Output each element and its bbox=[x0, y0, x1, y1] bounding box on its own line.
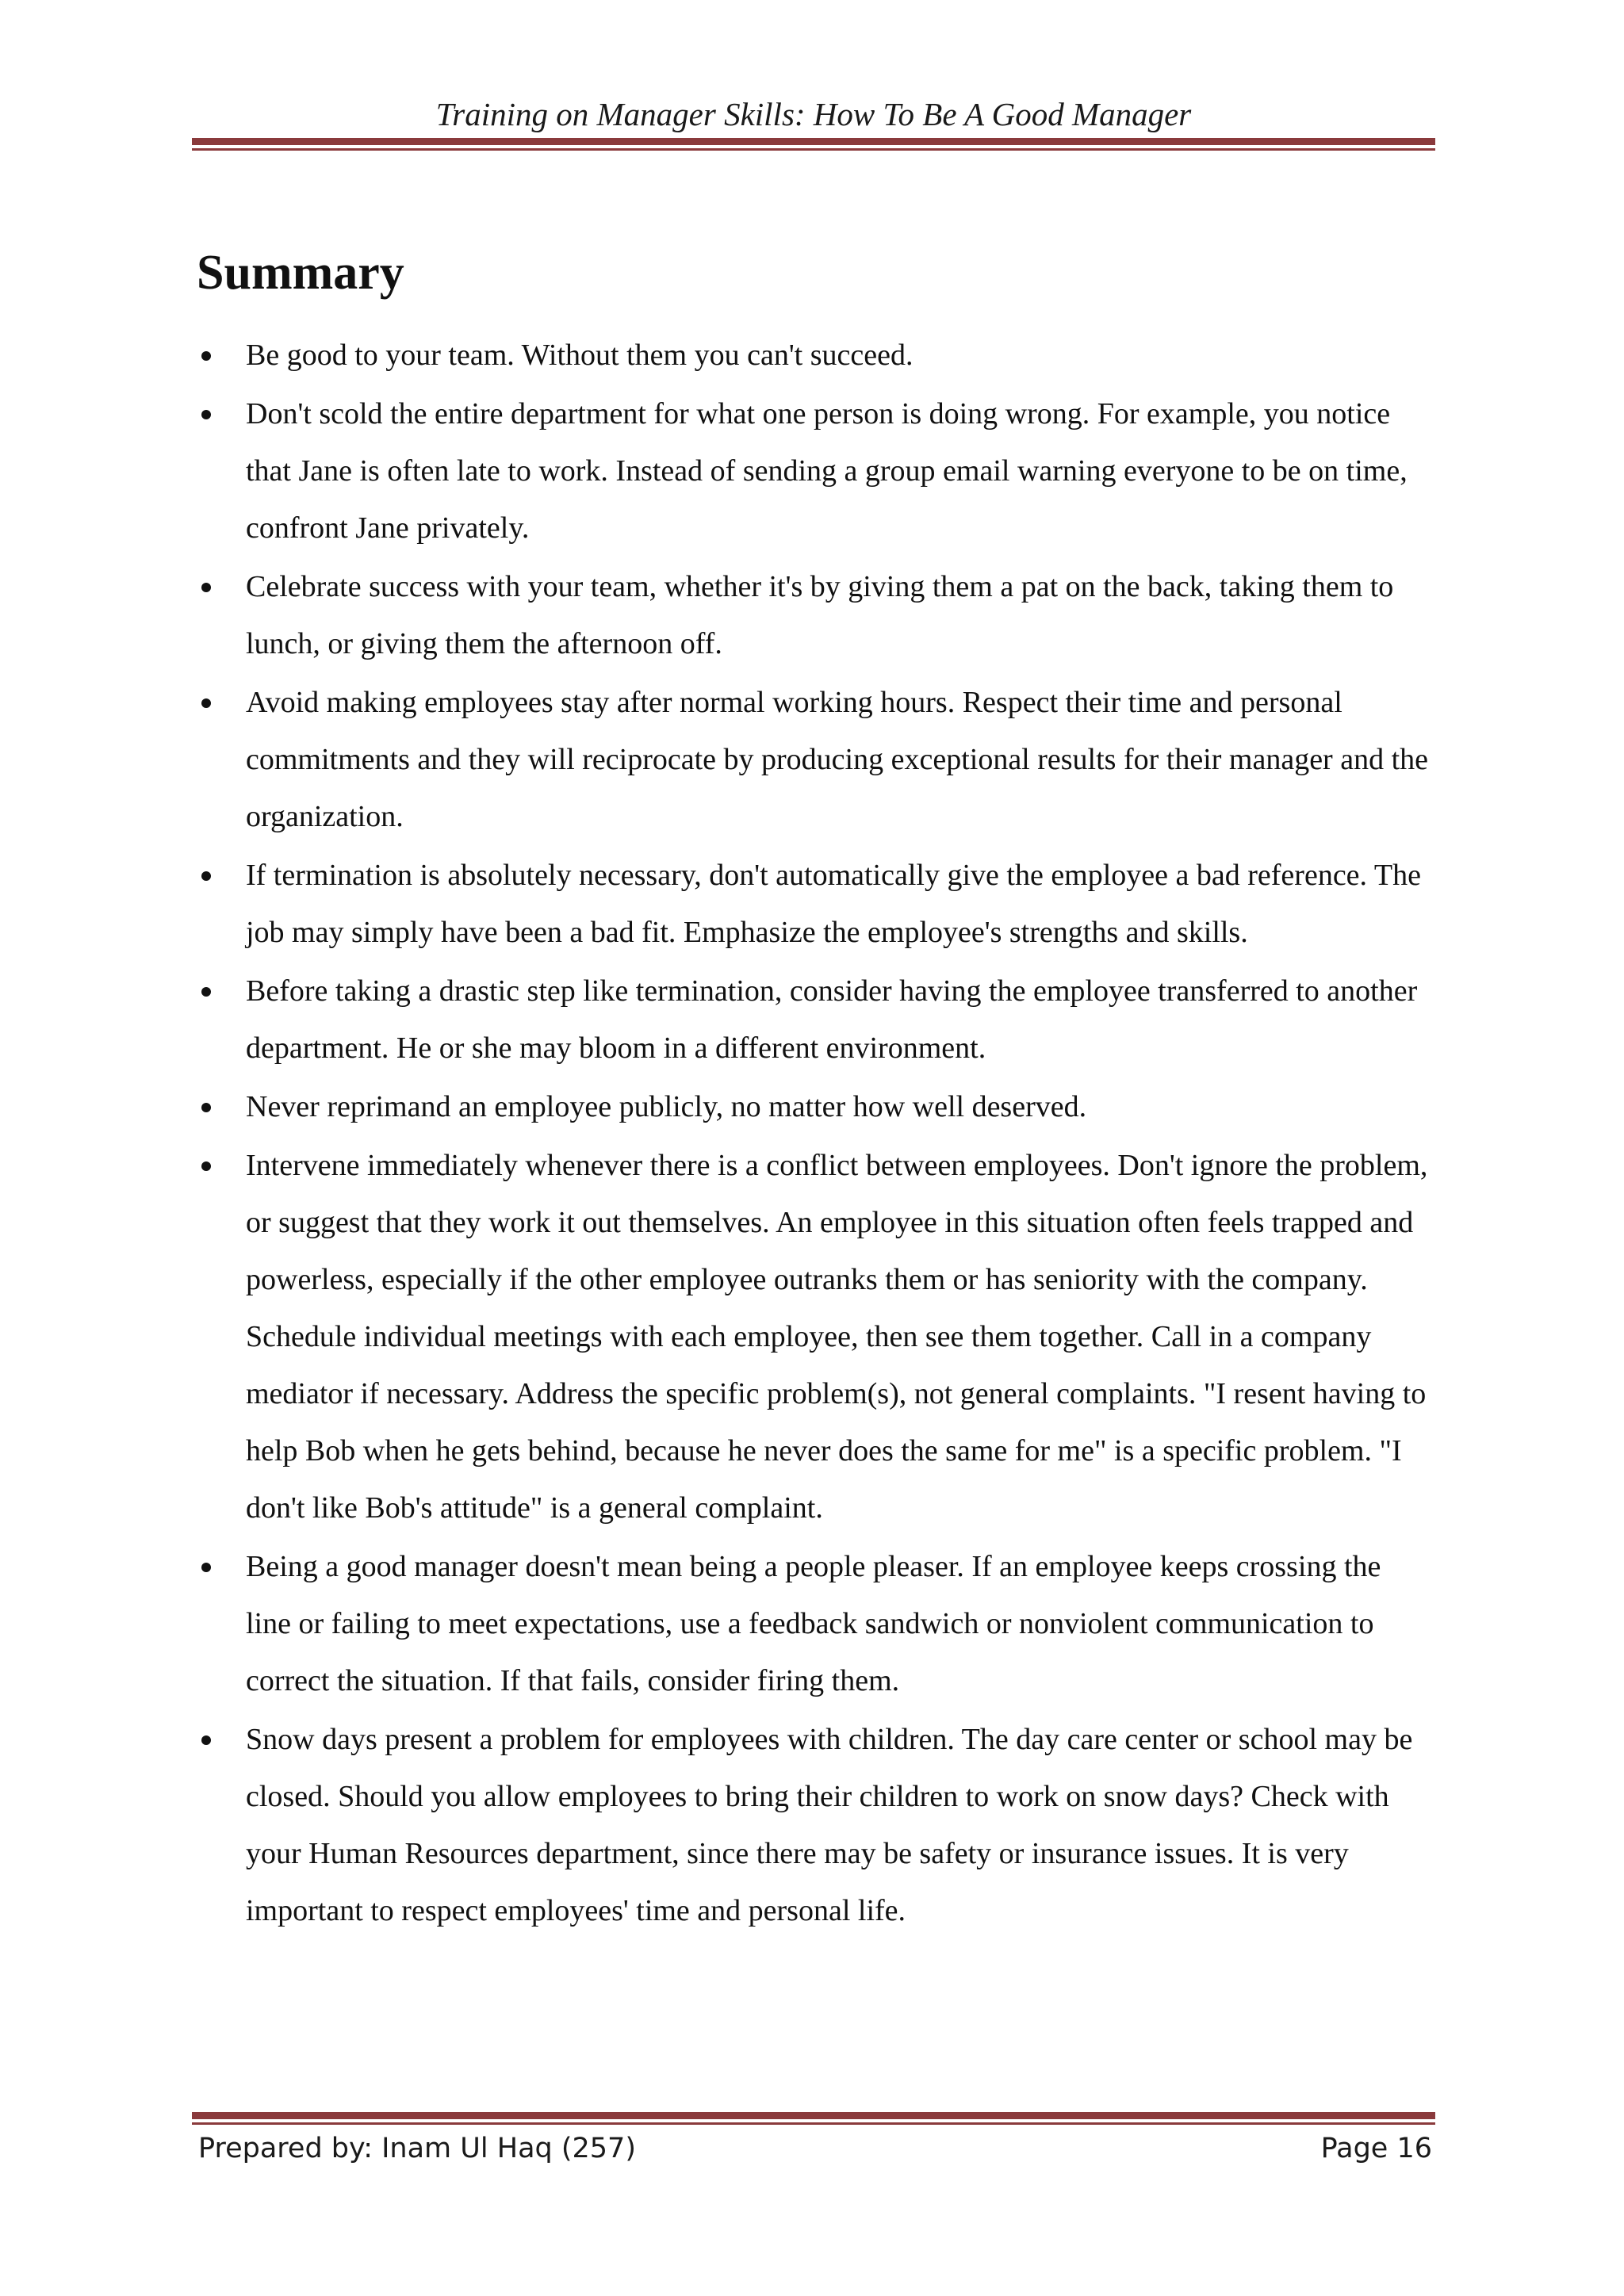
header-rule-thin bbox=[192, 148, 1435, 151]
bullet-marker bbox=[201, 351, 211, 361]
bullet-marker bbox=[201, 1563, 211, 1572]
bullet-text: Celebrate success with your team, whether it's by giving them a pat on the back, taking them to lunch, or giving them the afternoon off. bbox=[246, 570, 1394, 660]
bullet-item bbox=[197, 1538, 1431, 1709]
summary-bullet-list bbox=[197, 327, 1431, 1941]
bullet-text: Before taking a drastic step like termination, consider having the employee transferred to another department. He or she may bloom in a different environment. bbox=[246, 974, 1418, 1065]
header-rule-thick bbox=[192, 138, 1435, 145]
bullet-item bbox=[197, 962, 1431, 1077]
bullet-item bbox=[197, 674, 1431, 845]
bullet-marker bbox=[201, 698, 211, 708]
bullet-text: Snow days present a problem for employees with children. The day care center or school may be closed. Should you allow employees to bring their children to work on snow days? Check with your Human Resources department, since there may be safety or insurance issues. It is very important to respect employees' time and personal life. bbox=[246, 1723, 1413, 1927]
bullet-marker bbox=[201, 1103, 211, 1112]
bullet-text: Be good to your team. Without them you can't succeed. bbox=[246, 339, 914, 372]
bullet-item bbox=[197, 1711, 1431, 1939]
bullet-item bbox=[197, 327, 1431, 384]
section-heading: Summary bbox=[197, 246, 404, 300]
bullet-text: If termination is absolutely necessary, don't automatically give the employee a bad reference. The job may simply have been a bad fit. Emphasize the employee's strengths and skills. bbox=[246, 859, 1421, 949]
running-header-title: Training on Manager Skills: How To Be A Good Manager bbox=[435, 96, 1192, 132]
bullet-item bbox=[197, 1137, 1431, 1536]
bullet-marker bbox=[201, 1161, 211, 1171]
bullet-marker bbox=[201, 1735, 211, 1745]
bullet-marker bbox=[201, 410, 211, 419]
bullet-marker bbox=[201, 583, 211, 592]
bullet-item bbox=[197, 1078, 1431, 1135]
bullet-marker bbox=[201, 871, 211, 881]
bullet-item bbox=[197, 847, 1431, 961]
bullet-text: Being a good manager doesn't mean being a people pleaser. If an employee keeps crossing the line or failing to meet expectations, use a feedback sandwich or nonviolent communication to correct the situation. If that fails, consider firing them. bbox=[246, 1550, 1381, 1697]
bullet-text: Don't scold the entire department for what one person is doing wrong. For example, you notice that Jane is often late to work. Instead of sending a group email warning everyone to be on time, confront Jane privately. bbox=[246, 397, 1408, 545]
footer-page-number: Page 16 bbox=[1320, 2133, 1432, 2164]
footer-rule-thick bbox=[192, 2112, 1435, 2119]
bullet-marker bbox=[201, 987, 211, 997]
footer-rule-thin bbox=[192, 2122, 1435, 2125]
bullet-item bbox=[197, 558, 1431, 672]
bullet-text: Avoid making employees stay after normal working hours. Respect their time and personal commitments and they will reciprocate by producing exceptional results for their manager and the organization. bbox=[246, 686, 1428, 833]
footer-prepared-by: Prepared by: Inam Ul Haq (257) bbox=[198, 2133, 636, 2164]
bullet-text: Never reprimand an employee publicly, no matter how well deserved. bbox=[246, 1090, 1087, 1123]
bullet-item bbox=[197, 385, 1431, 557]
bullet-text: Intervene immediately whenever there is a conflict between employees. Don't ignore the problem, or suggest that they work it out themselves. An employee in this situation often feels trapped and powerless, especially if the other employee outranks them or has seniority with the company. Schedule individual meetings with each employee, then see them together. Call in a company mediator if necessary. Address the specific problem(s), not general complaints. "I resent having to help Bob when he gets behind, because he never does the same for me" is a specific problem. "I don't like Bob's attitude" is a general complaint. bbox=[246, 1149, 1428, 1525]
